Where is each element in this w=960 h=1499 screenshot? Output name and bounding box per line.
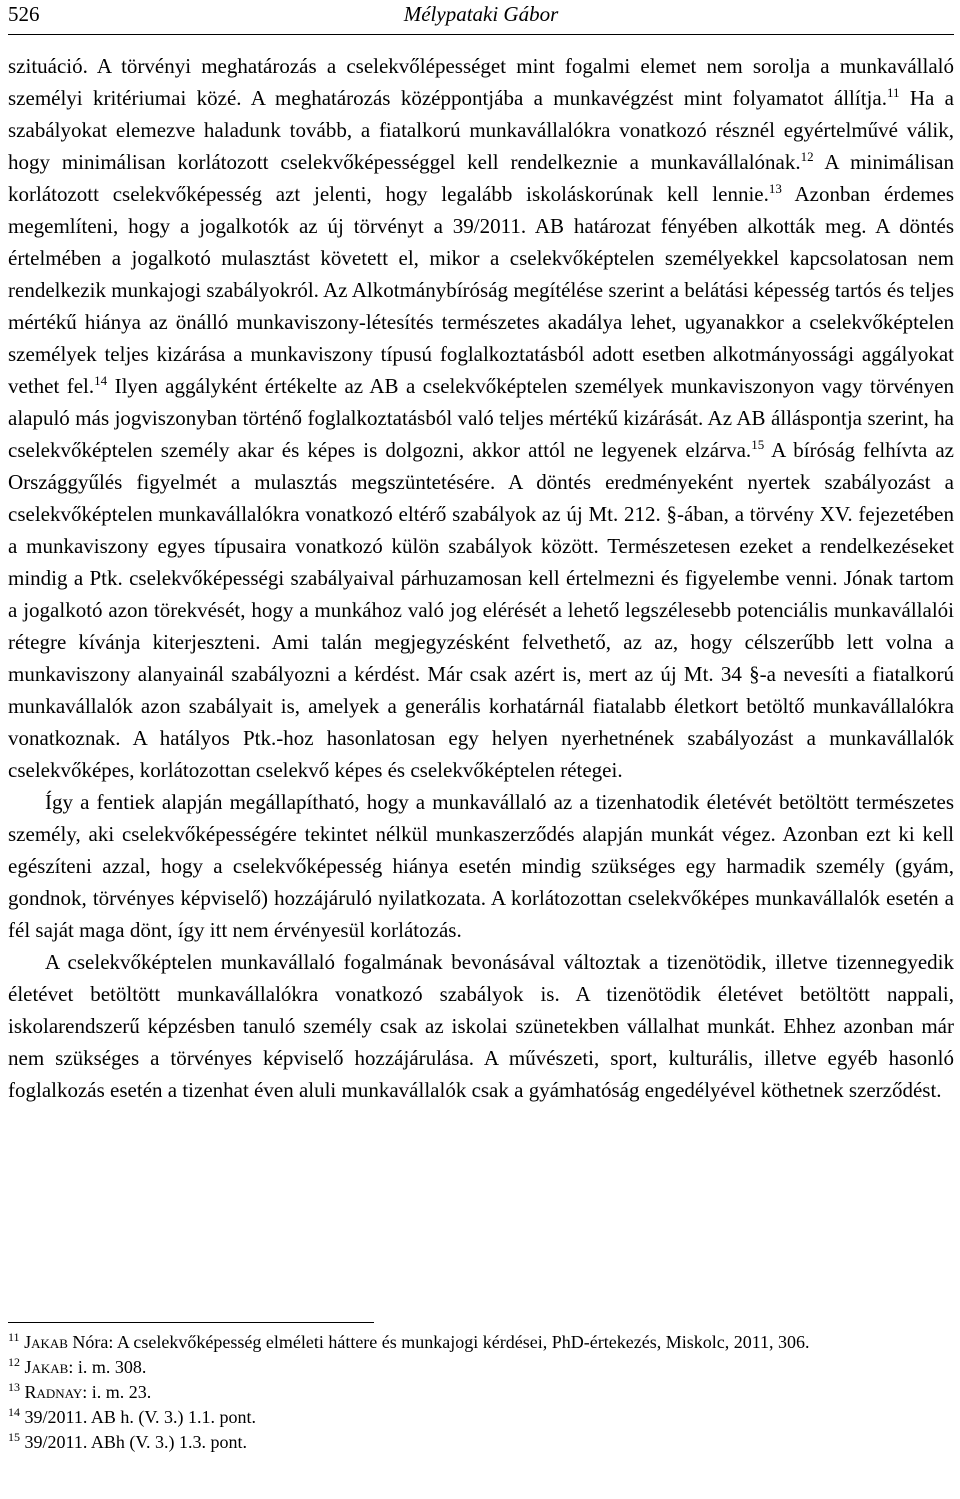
running-title: Mélypataki Gábor [403,2,559,26]
text-segment: A minimálisan korlátozott cselekvőképesség azt jelenti, hogy legalább iskoláskorúnak kell lennie. [8,150,954,206]
footnote-number: 13 [8,1380,20,1394]
footnote-ref[interactable]: 13 [768,181,782,196]
footnote-number: 14 [8,1405,20,1419]
footnote-text: Nóra: A cselekvőképesség elméleti háttere és munkajogi kérdései, PhD-értekezés, Miskolc, 2011, 306. [67,1332,810,1352]
paragraph-3: A cselekvőképtelen munkavállaló fogalmának bevonásával változtak a tizenötödik, illetve tizennegyedik életévet betöltött munkavállalókra vonatkozó szabályok is. A tizenötödik életévet betöltött nappali, iskolarendszerű képzésben tanuló személy csak az iskolai szünetekben vállalhat munkát. Ehhez azonban már nem szükséges a törvényes képviselő hozzájárulása. A művészeti, sport, kulturális, illetve egyéb hasonló foglalkozás esetén a tizenhat éven aluli munkavállalók csak a gyámhatóság engedélyével köthetnek szerződést. [8,950,954,1102]
footnote [8,1405,954,1430]
page-number: 526 [8,2,40,26]
running-header [8,0,954,35]
footnote-number: 12 [8,1355,20,1369]
text-segment: szituáció. A törvényi meghatározás a cselekvőlépességet mint fogalmi elemet nem sorolja a munkavállaló személyi kritériumai közé. A meghatározás középpontjába a munkavégzést mint folyamatot állítja. [8,54,954,110]
footnote [8,1355,954,1380]
footnote-text: 39/2011. ABh (V. 3.) 1.3. pont. [24,1432,248,1452]
footnote-ref[interactable]: 14 [94,373,108,388]
footnote-ref[interactable]: 11 [886,85,900,100]
text-segment: Ilyen aggályként értékelte az AB a cselekvőképtelen személyek munkaviszonyon vagy törvényen alapuló más jogviszonyban történő foglalkoztatásból való teljes mértékű kizárását. Az AB álláspontja szerint, ha cselekvőképtelen személy akar és képes is dolgozni, akkor attól ne legyenek elzárva. [8,374,954,462]
footnote-author: Jakab [24,1357,69,1377]
text-segment: Azonban érdemes megemlíteni, hogy a jogalkotók az új törvényt a 39/2011. AB határozat fényében alkották meg. A döntés értelmében a jogalkotó mulasztást követett el, mikor a cselekvőképtelen személyekkel kapcsolatosan nem rendelkezik munkajogi szabályokról. Az Alkotmánybíróság megítélése szerint a belátási képesség tartós és teljes mértékű hiánya az önálló munkaviszony-létesítés természetes akadálya lehet, ugyanakkor a cselekvőképtelen személyek teljes kizárása a munkaviszony típusú foglalkoztatásból adott esetben alkotmányossági aggályokat vethet fel. [8,182,954,398]
paragraph-2: Így a fentiek alapján megállapítható, hogy a munkavállaló az a tizenhatodik életévét betöltött természetes személy, aki cselekvőképességére tekintet nélkül munkaszerződés alapján munkát végez. Azonban ezt ki kell egészíteni azzal, hogy a cselekvőképesség hiánya esetén mindig szükséges egy harmadik személy (gyám, gondnok, törvényes képviselő) hozzájáruló nyilatkozata. A korlátozottan cselekvőképes munkavállalók esetén a fél saját maga dönt, így itt nem érvényesül korlátozás. [8,790,954,942]
text-segment: Ha a szabályokat elemezve haladunk tovább, a fiatalkorú munkavállalókra vonatkozó résznél egyértelművé válik, hogy minimálisan korlátozott cselekvőképességgel kell rendelkeznie a munkavállalónak. [8,86,954,174]
footnote-divider [8,1322,374,1323]
footnote [8,1330,954,1355]
footnote-text: : i. m. 23. [82,1382,152,1402]
footnote [8,1380,954,1405]
footnote-ref[interactable]: 12 [800,149,814,164]
footnote-author: Radnay [24,1382,83,1402]
footnote-text: 39/2011. AB h. (V. 3.) 1.1. pont. [24,1407,257,1427]
page [8,0,954,1452]
footnote-text: : i. m. 308. [68,1357,147,1377]
footnote-ref[interactable]: 15 [751,437,765,452]
footnote-number: 15 [8,1430,20,1444]
text-segment: A bíróság felhívta az Országgyűlés figyelmét a mulasztás megszüntetésére. A döntés eredményeként nyertek szabályozást a cselekvőképtelen munkavállalókra vonatkozó eltérő szabályok az új Mt. 212. §-ában, a törvény XV. fejezetében a munkaviszony egyes típusaira vonatkozó külön szabályok között. Természetesen ezeket a rendelkezéseket mindig a Ptk. cselekvőképességi szabályaival párhuzamosan kell értelmezni és figyelembe venni. Jónak tartom a jogalkotó azon törekvését, hogy a munkához való jog elérését a lehető legszélesebb potenciális munkavállalói rétegre kívánja kiterjeszteni. Ami talán megjegyzésként felvethető, az az, hogy célszerűbb lett volna a munkaviszony alanyainál szabályozni a kérdést. Már csak azért is, mert az új Mt. 34 §-a nevesíti a fiatalkorú munkavállalók azon szabályait is, amelyek a generális korhatárnál fiatalabb életkort betöltő munkavállalókra vonatkoznak. A hatályos Ptk.-hoz hasonlatosan egy helyen nyerhetnének szabályozást a munkavállalók cselekvőképes, korlátozottan cselekvő képes és cselekvőképtelen rétegei. [8,438,954,782]
main-text [8,50,954,1106]
paragraph-1 [8,50,954,786]
footnote [8,1430,954,1455]
footnote-number: 11 [8,1330,20,1344]
footnotes [8,1330,954,1455]
footnote-author: Jakab [24,1332,68,1352]
